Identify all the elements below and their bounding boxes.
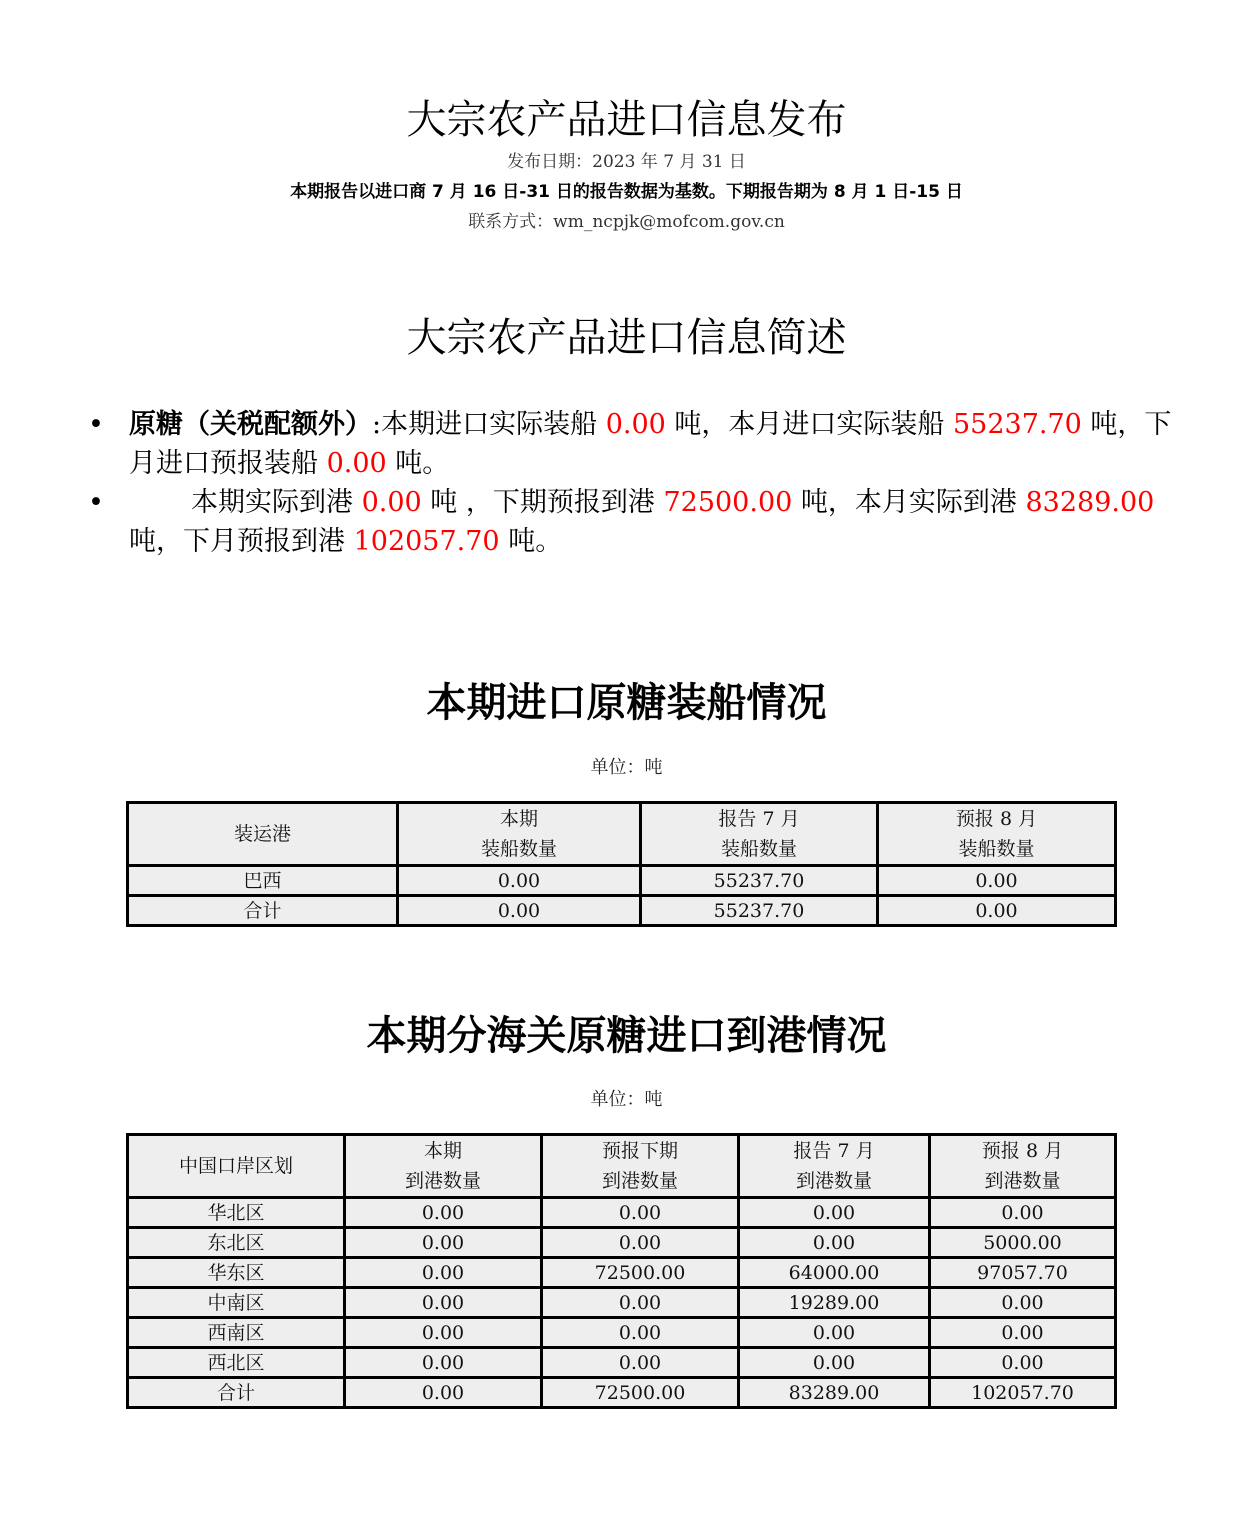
summary-title: 大宗农产品进口信息简述 xyxy=(406,315,847,361)
text: 吨 ，下期预报到港 xyxy=(421,487,664,518)
region-cell: 合计 xyxy=(128,1378,345,1408)
value-cell: 0.00 xyxy=(542,1228,739,1258)
bullet-icon: • xyxy=(88,409,104,440)
value-period-arrived: 0.00 xyxy=(361,487,422,518)
arrival-section-title: 本期分海关原糖进口到港情况 xyxy=(366,1013,887,1059)
page-title: 大宗农产品进口信息发布 xyxy=(406,97,847,143)
value-cell: 0.00 xyxy=(345,1348,542,1378)
value-cell: 55237.70 xyxy=(641,866,878,896)
column-header: 装运港 xyxy=(128,803,398,866)
column-header: 预报 8 月 到港数量 xyxy=(930,1135,1116,1198)
region-cell: 东北区 xyxy=(128,1228,345,1258)
shipping-table xyxy=(126,801,1117,927)
bullet-icon: • xyxy=(88,487,104,518)
value-cell: 0.00 xyxy=(930,1348,1116,1378)
column-header: 报告 7 月 装船数量 xyxy=(641,803,878,866)
column-header: 本期 装船数量 xyxy=(398,803,641,866)
table-row xyxy=(128,866,1116,896)
value-cell: 0.00 xyxy=(345,1378,542,1408)
value-next-period-forecast: 72500.00 xyxy=(663,487,793,518)
text: :本期进口实际装船 xyxy=(372,409,606,440)
product-name: 原糖（关税配额外） xyxy=(129,409,372,440)
table-row xyxy=(128,1348,1116,1378)
column-header: 预报下期 到港数量 xyxy=(542,1135,739,1198)
region-cell: 中南区 xyxy=(128,1288,345,1318)
table-row xyxy=(128,1228,1116,1258)
value-cell: 0.00 xyxy=(398,896,641,926)
value-cell: 5000.00 xyxy=(930,1228,1116,1258)
value-month-arrived: 83289.00 xyxy=(1025,487,1155,518)
table-row xyxy=(128,1288,1116,1318)
value-cell: 97057.70 xyxy=(930,1258,1116,1288)
table-header-row xyxy=(128,803,1116,866)
value-cell: 0.00 xyxy=(542,1348,739,1378)
value-cell: 0.00 xyxy=(345,1288,542,1318)
value-cell: 0.00 xyxy=(878,866,1116,896)
value-next-month-forecast: 0.00 xyxy=(326,448,387,479)
report-period-note: 本期报告以进口商 7 月 16 日-31 日的报告数据为基数。下期报告期为 8 月 1 日-15 日 xyxy=(290,182,963,202)
text: 吨，本月进口实际装船 xyxy=(665,409,953,440)
table-row xyxy=(128,1258,1116,1288)
contact-info: 联系方式：wm_ncpjk@mofcom.gov.cn xyxy=(468,212,785,232)
summary-bullet-shipping xyxy=(0,405,1179,483)
column-header: 报告 7 月 到港数量 xyxy=(739,1135,930,1198)
value-cell: 0.00 xyxy=(930,1318,1116,1348)
port-cell: 合计 xyxy=(128,896,398,926)
value-cell: 102057.70 xyxy=(930,1378,1116,1408)
value-cell: 83289.00 xyxy=(739,1378,930,1408)
value-cell: 0.00 xyxy=(345,1258,542,1288)
table-row-total xyxy=(128,896,1116,926)
table-row xyxy=(128,1198,1116,1228)
region-cell: 华北区 xyxy=(128,1198,345,1228)
table-row-total xyxy=(128,1378,1116,1408)
table-header-row xyxy=(128,1135,1116,1198)
value-cell: 0.00 xyxy=(739,1318,930,1348)
arrival-table xyxy=(126,1133,1117,1409)
region-cell: 西北区 xyxy=(128,1348,345,1378)
value-cell: 0.00 xyxy=(739,1348,930,1378)
value-next-month-arrival-forecast: 102057.70 xyxy=(353,526,500,557)
value-cell: 64000.00 xyxy=(739,1258,930,1288)
summary-list xyxy=(0,405,1253,561)
shipping-unit-label: 单位：吨 xyxy=(590,757,663,778)
value-cell: 0.00 xyxy=(739,1198,930,1228)
value-cell: 0.00 xyxy=(542,1198,739,1228)
value-month-shipped: 55237.70 xyxy=(952,409,1082,440)
summary-bullet-arrival xyxy=(0,483,1179,561)
text: 吨。 xyxy=(499,526,563,557)
value-cell: 0.00 xyxy=(345,1318,542,1348)
text: 吨，本月实际到港 xyxy=(792,487,1026,518)
text: 吨，下月进口预报装船 xyxy=(129,409,1172,479)
value-cell: 72500.00 xyxy=(542,1258,739,1288)
text: 吨。 xyxy=(386,448,450,479)
value-cell: 0.00 xyxy=(398,866,641,896)
publish-date: 发布日期：2023 年 7 月 31 日 xyxy=(507,152,746,172)
shipping-section-title: 本期进口原糖装船情况 xyxy=(426,680,827,726)
value-cell: 19289.00 xyxy=(739,1288,930,1318)
value-cell: 72500.00 xyxy=(542,1378,739,1408)
value-cell: 0.00 xyxy=(542,1288,739,1318)
region-cell: 西南区 xyxy=(128,1318,345,1348)
column-header: 中国口岸区划 xyxy=(128,1135,345,1198)
value-cell: 0.00 xyxy=(345,1198,542,1228)
arrival-unit-label: 单位：吨 xyxy=(590,1089,663,1110)
value-cell: 55237.70 xyxy=(641,896,878,926)
column-header: 本期 到港数量 xyxy=(345,1135,542,1198)
region-cell: 华东区 xyxy=(128,1258,345,1288)
table-row xyxy=(128,1318,1116,1348)
text: 吨，下月预报到港 xyxy=(129,526,354,557)
value-cell: 0.00 xyxy=(930,1198,1116,1228)
value-cell: 0.00 xyxy=(930,1288,1116,1318)
value-cell: 0.00 xyxy=(739,1228,930,1258)
value-cell: 0.00 xyxy=(542,1318,739,1348)
value-cell: 0.00 xyxy=(878,896,1116,926)
port-cell: 巴西 xyxy=(128,866,398,896)
column-header: 预报 8 月 装船数量 xyxy=(878,803,1116,866)
text: 本期实际到港 xyxy=(191,487,362,518)
value-cell: 0.00 xyxy=(345,1228,542,1258)
value-period-shipped: 0.00 xyxy=(605,409,666,440)
